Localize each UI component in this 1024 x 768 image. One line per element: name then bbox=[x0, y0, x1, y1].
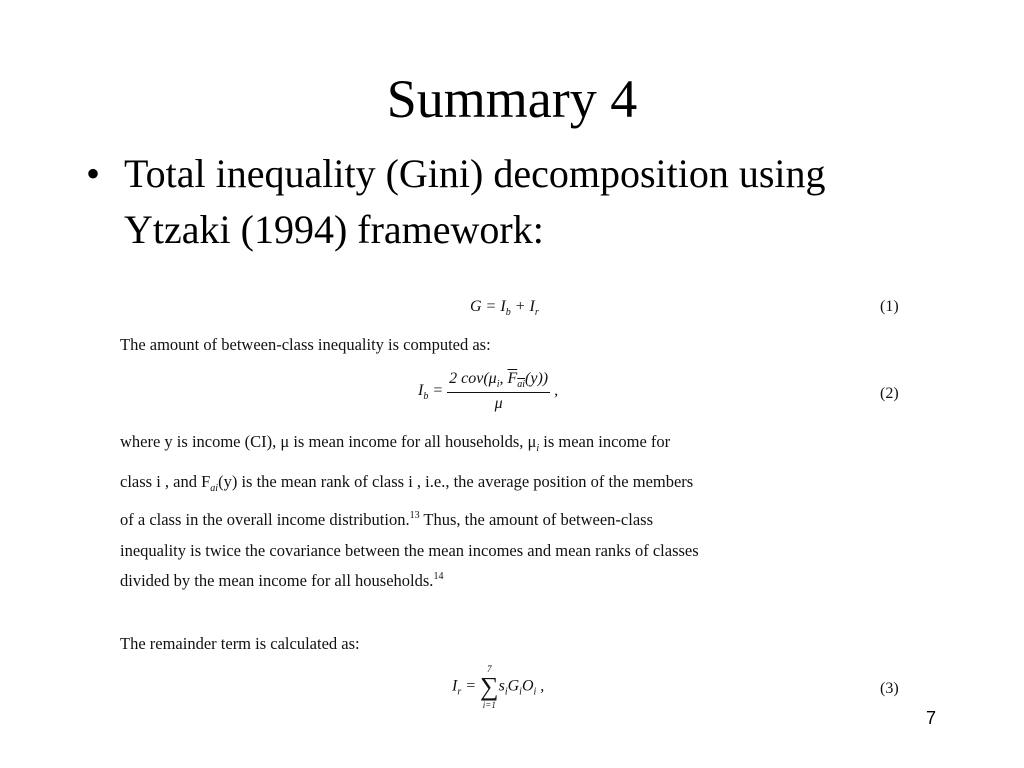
excerpt-paragraph-line-3: of a class in the overall income distribution.$^{13}$ Thus, the amount of between-class bbox=[120, 510, 653, 529]
slide-title: Summary 4 bbox=[386, 69, 638, 129]
bullet-line-1: Total inequality (Gini) decomposition using bbox=[124, 151, 826, 196]
bullet-icon: • bbox=[86, 151, 101, 196]
bullet-line-2: Ytzaki (1994) framework: bbox=[124, 207, 544, 252]
equation-2: $I_b$ = $\frac{2 cov(\mu_i, F_{ai}(y))}{\mu}$ , bbox=[418, 370, 559, 412]
excerpt-line-remainder: The remainder term is calculated as: bbox=[120, 634, 360, 653]
excerpt-line-between: The amount of between-class inequality is computed as: bbox=[120, 335, 491, 354]
excerpt-paragraph-line-4: inequality is twice the covariance between the mean incomes and mean ranks of classes bbox=[120, 541, 699, 560]
equation-1-number: (1) bbox=[880, 298, 899, 315]
equation-3: $I_r$ = 7 ∑ i=1 $s_iG_iO_i$ , bbox=[452, 664, 545, 710]
excerpt-paragraph-line-5: divided by the mean income for all households.$^{14}$ bbox=[120, 571, 444, 590]
equation-3-number: (3) bbox=[880, 680, 899, 697]
equation-1: $G = I_b + I_r$ bbox=[470, 298, 539, 318]
excerpt-paragraph-line-2: class i , and $F_{ai}(y)$ is the mean rank of class i , i.e., the average position of the members bbox=[120, 472, 694, 494]
summation-icon: 7 ∑ i=1 bbox=[480, 664, 499, 710]
page-number: 7 bbox=[926, 708, 937, 728]
excerpt-paragraph-line-1: where y is income (CI), μ is mean income for all households, $\mu_i$ is mean income for bbox=[120, 432, 671, 454]
equation-2-fraction: $\frac{2 cov(\mu_i, F_{ai}(y))}{\mu}$ bbox=[449, 370, 549, 412]
equation-2-number: (2) bbox=[880, 385, 899, 402]
